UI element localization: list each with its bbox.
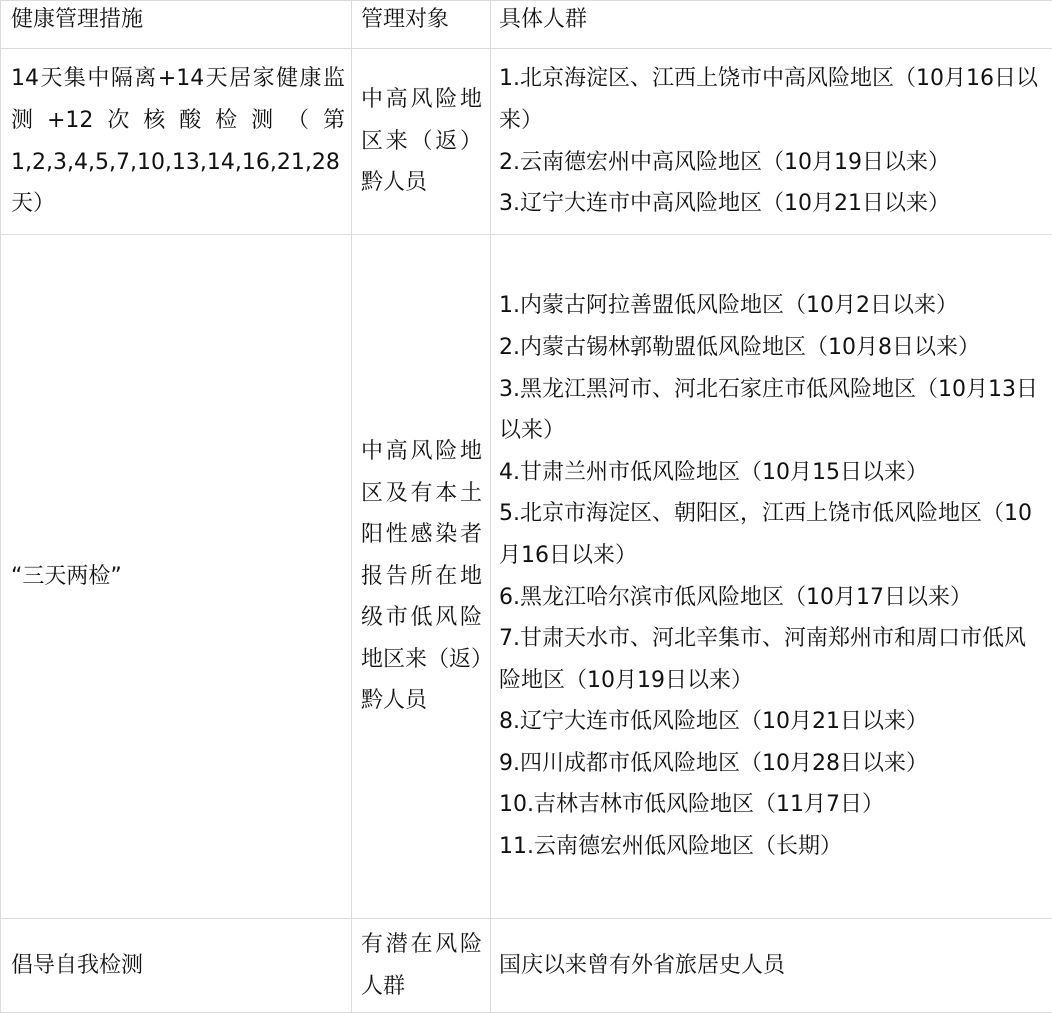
group-item: 2.内蒙古锡林郭勒盟低风险地区（10月8日以来）	[499, 327, 1044, 369]
group-item: 9.四川成都市低风险地区（10月28日以来）	[499, 743, 1044, 785]
header-target: 管理对象	[352, 1, 491, 49]
group-item: 1.北京海淀区、江西上饶市中高风险地区（10月16日以来）	[499, 58, 1044, 141]
row-groups	[491, 919, 1052, 1013]
group-item: 7.甘肃天水市、河北辛集市、河南郑州市和周口市低风险地区（10月19日以来）	[499, 618, 1044, 701]
row-target: 有潜在风险人群	[352, 919, 491, 1013]
row-target: 中高风险地区及有本土阳性感染者报告所在地级市低风险地区来（返）黔人员	[352, 235, 491, 919]
group-item: 5.北京市海淀区、朝阳区，江西上饶市低风险地区（10月16日以来）	[499, 493, 1044, 576]
group-item: 6.黑龙江哈尔滨市低风险地区（10月17日以来）	[499, 577, 1044, 619]
group-item: 11.云南德宏州低风险地区（长期）	[499, 826, 1044, 868]
row-groups	[491, 235, 1052, 919]
row-measure: 倡导自我检测	[1, 919, 352, 1013]
table-row	[1, 235, 1052, 919]
group-item: 8.辽宁大连市低风险地区（10月21日以来）	[499, 701, 1044, 743]
group-item: 1.内蒙古阿拉善盟低风险地区（10月2日以来）	[499, 285, 1044, 327]
table-header-row	[1, 1, 1052, 49]
group-item: 国庆以来曾有外省旅居史人员	[499, 945, 1044, 987]
row-measure: 14天集中隔离+14天居家健康监测+12次核酸检测（第1,2,3,4,5,7,10,13,14,16,21,28天）	[1, 49, 352, 235]
header-groups: 具体人群	[491, 1, 1052, 49]
group-item: 4.甘肃兰州市低风险地区（10月15日以来）	[499, 452, 1044, 494]
row-target: 中高风险地区来（返）黔人员	[352, 49, 491, 235]
group-item: 3.黑龙江黑河市、河北石家庄市低风险地区（10月13日以来）	[499, 369, 1044, 452]
group-item: 10.吉林吉林市低风险地区（11月7日）	[499, 784, 1044, 826]
row-measure: “三天两检”	[1, 235, 352, 919]
table-row	[1, 49, 1052, 235]
row-groups	[491, 49, 1052, 235]
group-item: 3.辽宁大连市中高风险地区（10月21日以来）	[499, 183, 1044, 225]
table-row	[1, 919, 1052, 1013]
header-measure: 健康管理措施	[1, 1, 352, 49]
group-item: 2.云南德宏州中高风险地区（10月19日以来）	[499, 142, 1044, 184]
